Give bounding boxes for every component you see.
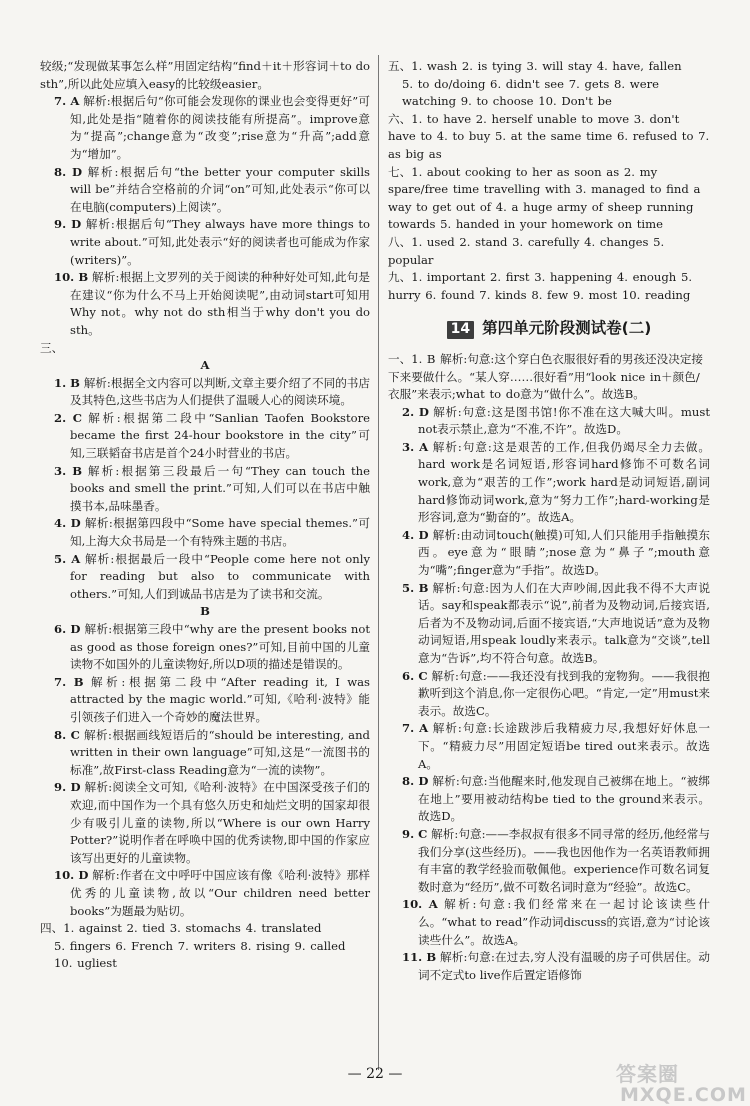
answer-row: 四、1. against 2. tied 3. stomachs 4. translated — [40, 921, 322, 936]
answer-number: 11. B — [402, 950, 437, 965]
answer-item — [40, 164, 370, 217]
answer-number: 2. C — [54, 410, 82, 425]
answer-number: 7. B — [54, 674, 84, 689]
answer-number: 10. B — [54, 270, 89, 285]
answer-row: 五、1. wash 2. is tying 3. will stay 4. have, fallen — [388, 59, 682, 73]
answer-item — [40, 93, 370, 163]
answer-explanation: 解析:根据第四段中“Some have special themes.”可知,上海大众书局是一个有特殊主题的书店。 — [70, 516, 371, 549]
answer-number: 9. C — [402, 826, 428, 841]
answer-explanation: 解析:根据第二段中“After reading it, I was attracted by the magic world.”可知,《哈利·波特》能引领孩子们进入一个奇妙的魔法世界。 — [70, 674, 370, 724]
answer-row: 5. fingers 6. French 7. writers 8. rising 9. called — [54, 938, 346, 953]
answer-number: 5. B — [402, 580, 429, 595]
answer-item — [388, 527, 710, 580]
answer-item — [40, 551, 370, 604]
answer-item — [388, 720, 710, 773]
paragraph: 较级;“发现做某事怎么样”用固定结构“find＋it＋形容词＋to do sth”,所以此处应填入easy的比较级easier。 — [40, 59, 370, 91]
answer-number: 8. C — [54, 727, 80, 742]
answer-item — [388, 404, 710, 439]
answer-explanation: 解析:句意:我们经常来在一起讨论该读些什么。“what to read”作动词discuss的宾语,意为“讨论该读些什么”。故选A。 — [418, 897, 711, 947]
answer-number: 6. C — [402, 668, 428, 683]
answer-explanation: 解析:阅读全文可知,《哈利·波特》在中国深受孩子们的欢迎,而中国作为一个具有悠久历史和灿烂文明的国家却很少有吸引儿童的读物,所以“Where is our own Harry Potter?”说明作者在呼唤中国的优秀读物,即中国的作家应该写出更好的儿童读物。 — [70, 780, 371, 865]
answer-explanation: 解析:句意:——我还没有找到我的宠物狗。——我很抱歉听到这个消息,你一定很伤心吧。“肯定,一定”用must来表示。故选C。 — [418, 668, 710, 718]
answer-explanation: 解析:句意:这是艰苦的工作,但我仍竭尽全力去做。hard work是名词短语,形容词hard修饰不可数名词work,意为“艰苦的工作”;work hard是动词短语,副词hard修饰动词work,意为“努力工作”;hard-working是形容词,意为“勤奋的”。故选A。 — [418, 439, 711, 525]
answer-number: 8. D — [54, 164, 83, 179]
answer-item — [388, 668, 710, 721]
answer-row: 八、1. used 2. stand 3. carefully 4. changes 5. popular — [388, 234, 665, 267]
answer-item — [388, 896, 710, 949]
answer-row: 5. to do/doing 6. didn't see 7. gets 8. were watching 9. to choose 10. Don't be — [402, 76, 659, 109]
answer-number: 8. D — [402, 774, 429, 789]
page-number: — 22 — — [347, 1066, 403, 1082]
answer-explanation: 解析:句意:当他醒来时,他发现自己被绑在地上。“被绑在地上”要用被动结构be tied to the ground来表示。故选D。 — [418, 774, 710, 824]
answer-row: 10. ugliest — [54, 956, 117, 971]
section-label: 三、 — [40, 340, 64, 355]
answer-number: 5. A — [54, 551, 81, 566]
answer-number: 3. B — [54, 463, 83, 478]
answer-row: 六、1. to have 2. herself unable to move 3. don't have to 4. to buy 5. at the same time 6. refused to 7. as big as — [388, 111, 710, 161]
answer-item — [40, 515, 370, 550]
answer-explanation: 解析:根据全文内容可以判断,文章主要介绍了不同的书店及其特色,这些书店为人们提供了温暖人心的阅读环境。 — [70, 375, 371, 408]
watermark-domain: MXQE.COM — [620, 1084, 747, 1106]
unit-test-answers — [388, 351, 710, 984]
answer-item — [388, 773, 710, 826]
answer-number: 4. D — [402, 527, 429, 542]
left-column — [40, 58, 370, 973]
answer-number: 7. A — [402, 721, 429, 736]
watermark-logo — [600, 1063, 750, 1105]
answer-number: 1. B — [54, 375, 80, 390]
answer-item — [40, 727, 370, 780]
answer-explanation: 解析:根据后句“They always have more things to write about.”可知,此处表示“好的阅读者也可能成为作家(writers)”。 — [70, 217, 370, 267]
passage-label: B — [200, 604, 210, 619]
unit-heading — [388, 320, 710, 339]
unit-number-badge: 14 — [447, 321, 474, 339]
answer-explanation: 解析:由动词touch(触摸)可知,人们只能用手指触摸东西。eye意为“眼睛”;nose意为“鼻子”;mouth意为“嘴”;finger意为“手指”。故选D。 — [418, 527, 710, 578]
right-column — [388, 58, 710, 984]
answer-explanation: 解析:根据最后一段中“People come here not only for reading but also to communicate with others.”可知,人们到诚品书店是为了读书和交流。 — [70, 551, 370, 601]
answer-item — [388, 826, 710, 896]
answer-explanation: 解析:根据后句“the better your computer skills will be”并结合空格前的介词“on”可知,此处表示“你可以在电脑(computers)上阅读”。 — [70, 164, 370, 214]
passage-label: A — [200, 358, 210, 373]
answer-rows-section-5-9 — [388, 58, 710, 304]
answer-row: 一、1. B 解析:句意:这个穿白色衣服很好看的男孩还没决定接下来要做什么。“某人穿……很好看”用“look nice in＋颜色/衣服”来表示;what to do意为“做什么”。故选B。 — [388, 351, 704, 402]
answer-row: 九、1. important 2. first 3. happening 4. enough 5. hurry 6. found 7. kinds 8. few 9. most 10. reading — [388, 270, 693, 302]
watermark-chinese: 答案圈 — [616, 1062, 679, 1086]
unit-title: 第四单元阶段测试卷(二) — [482, 319, 652, 338]
answer-item — [40, 375, 370, 410]
answer-item — [40, 779, 370, 867]
answer-number: 7. A — [54, 94, 80, 109]
answer-explanation: 解析:根据后句“你可能会发现你的课业也会变得更好”可知,此处是指“随着你的阅读技能有所提高”。improve意为“提高”;change意为“改变”;rise意为“升高”;add意为“增加”。 — [70, 94, 371, 161]
answer-item — [388, 580, 710, 668]
answer-row: 七、1. about cooking to her as soon as 2. my spare/free time travelling with 3. managed to find a way to get out of 4. a huge army of sheep running towards 5. handed in your homework on time — [388, 164, 701, 232]
answer-explanation: 解析:根据上文罗列的关于阅读的种种好处可知,此句是在建议“你为什么不马上开始阅读呢”,由动词start可知用Why not。why not do sth相当于why don't you do sth。 — [70, 270, 371, 337]
answer-number: 10. A — [402, 897, 438, 912]
answer-item — [40, 269, 370, 339]
answer-explanation: 解析:作者在文中呼吁中国应该有像《哈利·波特》那样优秀的儿童读物,故以“Our children need better books”为题最为贴切。 — [70, 868, 371, 918]
answer-explanation: 解析:根据第三段中“why are the present books not as good as those foreign ones?”可知,目前中国的儿童读物不如国外的儿童读物好,所以D项的描述是错误的。 — [70, 622, 370, 672]
answer-number: 3. A — [402, 439, 429, 454]
answer-number: 2. D — [402, 404, 429, 419]
answer-item — [388, 949, 710, 984]
answer-number: 6. D — [54, 622, 81, 636]
answer-number: 9. D — [54, 217, 82, 232]
answer-explanation: 解析:句意:——李叔叔有很多不同寻常的经历,他经常与我们分享(这些经历)。——我也因他作为一名英语教师拥有丰富的教学经验而敬佩他。experience作可数名词复数时意为“经历”,做不可数名词时意为“经验”。故选C。 — [418, 826, 710, 894]
answer-explanation: 解析:句意:因为人们在大声吵闹,因此我不得不大声说话。say和speak都表示“说”,前者为及物动词,后接宾语,后者为不及物动词,后面不接宾语,“大声地说话”意为及物动词短语,用speak loudly来表示。talk意为“交谈”,tell意为“告诉”,均不符合句意。故选B。 — [418, 580, 710, 665]
answer-explanation: 解析:根据第二段中“Sanlian Taofen Bookstore became the first 24-hour bookstore in the city”可知,三联韬奋书店是首个24小时营业的书店。 — [70, 410, 370, 461]
answer-explanation: 解析:根据第三段最后一句“They can touch the books and smell the print.”可知,人们可以在书店中触摸书本,品味墨香。 — [70, 463, 370, 513]
answer-explanation: 解析:句意:在过去,穷人没有温暖的房子可供居住。动词不定式to live作后置定语修饰 — [418, 950, 711, 982]
answer-item — [40, 216, 370, 269]
answer-item — [40, 621, 370, 674]
answer-item — [388, 439, 710, 527]
answer-number: 4. D — [54, 516, 81, 531]
answer-item — [40, 463, 370, 516]
answer-explanation: 解析:根据画线短语后的“should be interesting, and written in their own language”可知,这是“一流图书的标准”,故First-class Reading意为“一流的读物”。 — [70, 727, 370, 777]
answer-item — [40, 410, 370, 463]
answer-item — [40, 674, 370, 727]
answer-explanation: 解析:句意:长途跋涉后我精疲力尽,我想好好休息一下。“精疲力尽”用固定短语be tired out来表示。故选A。 — [418, 721, 711, 771]
column-divider — [378, 55, 379, 1070]
answer-explanation: 解析:句意:这是图书馆!你不准在这大喊大叫。must not表示禁止,意为“不准,不许”。故选D。 — [418, 404, 710, 437]
answer-item — [40, 867, 370, 920]
answer-number: 9. D — [54, 780, 81, 795]
answer-number: 10. D — [54, 868, 89, 883]
